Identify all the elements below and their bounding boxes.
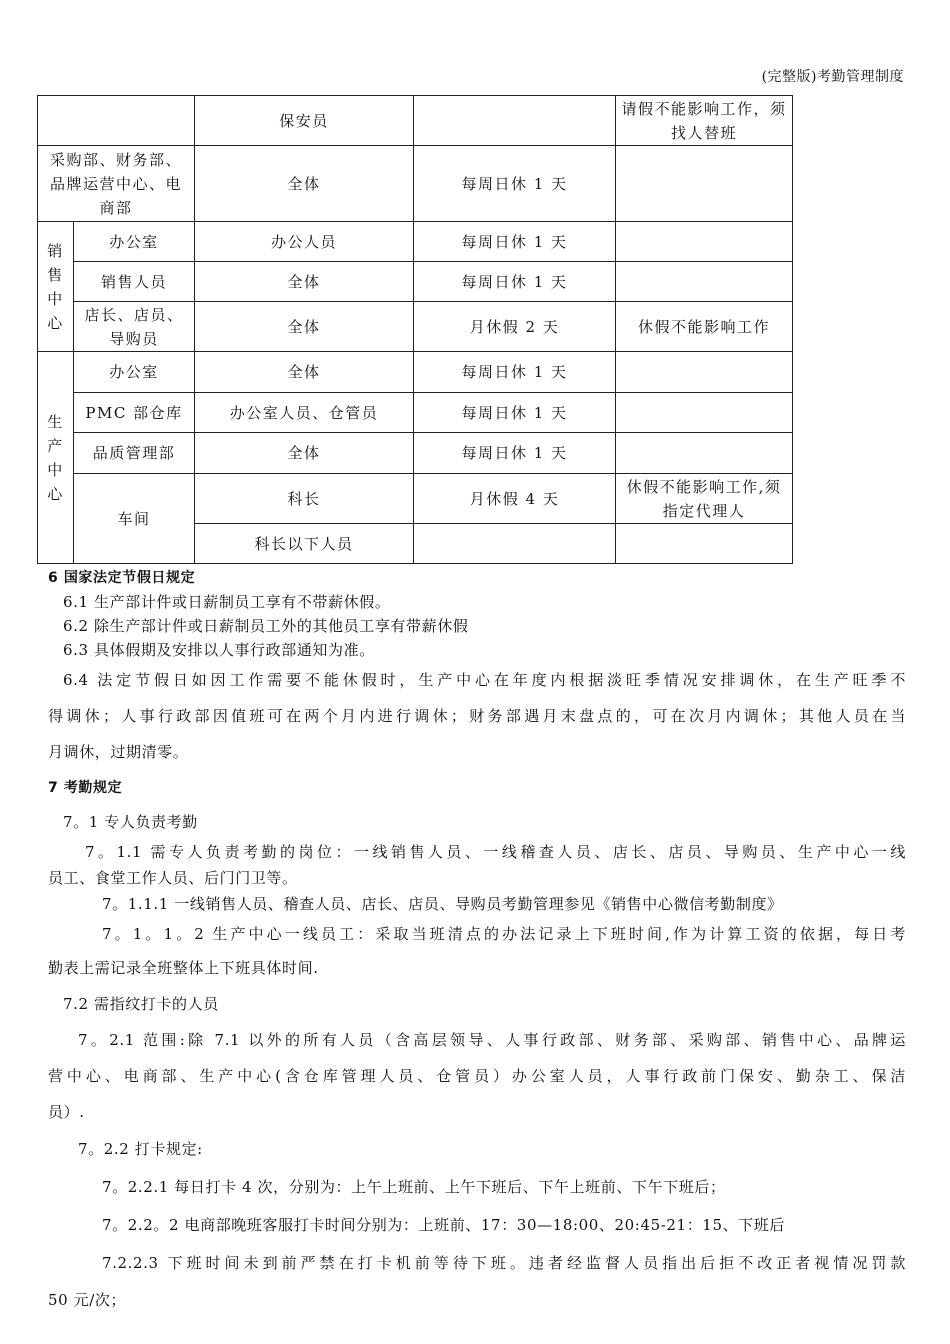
paragraph: 7。1。1。2 生产中心一线员工：采取当班清点的办法记录上下班时间,作为计算工资的依据，每日考 (102, 925, 906, 943)
table-cell (616, 222, 793, 262)
table-cell: 月休假 4 天 (414, 474, 616, 524)
sales-center-label (42, 239, 69, 335)
table-cell: 每周日休 1 天 (414, 222, 616, 262)
table-cell: 请假不能影响工作，须找人替班 (616, 96, 793, 146)
table-cell: 月休假 2 天 (414, 302, 616, 352)
table-cell (616, 433, 793, 474)
leave-schedule-table (37, 95, 793, 564)
section-heading: 6 国家法定节假日规定 (48, 570, 196, 586)
paragraph: 7。1.1 需专人负责考勤的岗位：一线销售人员、一线稽查人员、店长、店员、导购员、生产中心一线 (85, 843, 906, 861)
table-cell: 办公室人员、仓管员 (195, 393, 414, 433)
table-cell (414, 96, 616, 146)
vertical-label-char: 生 (47, 412, 64, 431)
table-cell: 品质管理部 (74, 433, 195, 474)
table-row (38, 262, 793, 302)
table-row (38, 433, 793, 474)
vertical-label-char: 售 (47, 265, 64, 284)
paragraph: 6.2 除生产部计件或日薪制员工外的其他员工享有带薪休假 (63, 617, 469, 635)
table-cell: 车间 (74, 474, 195, 564)
table-cell: 每周日休 1 天 (414, 433, 616, 474)
table-cell: 休假不能影响工作,须指定代理人 (616, 474, 793, 524)
paragraph: 50 元/次； (48, 1291, 127, 1309)
table-cell: 店长、店员、导购员 (74, 302, 195, 352)
table-cell: 全体 (195, 352, 414, 393)
vertical-label-char: 心 (47, 484, 64, 503)
vertical-label-char: 销 (47, 241, 64, 260)
table-cell: 全体 (195, 433, 414, 474)
table-row (38, 352, 793, 393)
table-cell: 全体 (195, 302, 414, 352)
table-row (38, 393, 793, 433)
table-cell: 采购部、财务部、品牌运营中心、电商部 (38, 146, 195, 222)
paragraph: 员工、食堂工作人员、后门门卫等。 (48, 869, 298, 887)
paragraph: 6.3 具体假期及安排以人事行政部通知为准。 (63, 641, 375, 659)
paragraph: 勤表上需记录全班整体上下班具体时间. (48, 959, 319, 977)
paragraph: 7。1.1.1 一线销售人员、稽查人员、店长、店员、导购员考勤管理参见《销售中心微信考勤制度》 (102, 895, 783, 913)
paragraph: 得调休；人事行政部因值班可在两个月内进行调休；财务部遇月末盘点的，可在次月内调休；其他人员在当 (48, 707, 906, 725)
table-row (38, 96, 793, 146)
paragraph: 营中心、电商部、生产中心(含仓库管理人员、仓管员）办公室人员，人事行政前门保安、勤杂工、保洁 (48, 1067, 906, 1085)
vertical-label-char: 中 (47, 289, 64, 308)
paragraph: 7。2.1 范围:除 7.1 以外的所有人员（含高层领导、人事行政部、财务部、采购部、销售中心、品牌运 (78, 1031, 906, 1049)
document-body (48, 566, 906, 1318)
table-cell (616, 146, 793, 222)
sales-center-cell (38, 222, 74, 352)
paragraph: 员）. (48, 1103, 85, 1121)
table-cell: 销售人员 (74, 262, 195, 302)
paragraph: 7.2.2.3 下班时间未到前严禁在打卡机前等待下班。违者经监督人员指出后拒不改正者视情况罚款 (102, 1254, 906, 1272)
table-cell: 保安员 (195, 96, 414, 146)
table-cell (414, 524, 616, 564)
production-center-cell (38, 352, 74, 564)
table-cell: 每周日休 1 天 (414, 393, 616, 433)
table-cell: 每周日休 1 天 (414, 146, 616, 222)
vertical-label-char: 产 (47, 436, 64, 455)
paragraph: 7。2.2。2 电商部晚班客服打卡时间分别为：上班前、17：30—18:00、20:45-21：15、下班后 (102, 1216, 785, 1234)
table-cell: 办公室 (74, 222, 195, 262)
paragraph: 7。2.2.1 每日打卡 4 次，分别为：上午上班前、上午下班后、下午上班前、下午下班后； (102, 1178, 726, 1196)
table-cell (616, 524, 793, 564)
paragraph: 月调休，过期清零。 (48, 743, 189, 761)
paragraph: 7。2.2 打卡规定: (78, 1140, 203, 1158)
table-cell: 每周日休 1 天 (414, 262, 616, 302)
table-cell: 休假不能影响工作 (616, 302, 793, 352)
table-cell (38, 96, 195, 146)
table-cell: 科长 (195, 474, 414, 524)
table-cell: 办公室 (74, 352, 195, 393)
table-row (38, 474, 793, 524)
table-cell (616, 262, 793, 302)
table-cell (616, 393, 793, 433)
section-heading: 7 考勤规定 (48, 780, 123, 796)
table-cell: 科长以下人员 (195, 524, 414, 564)
table-cell: 全体 (195, 262, 414, 302)
paragraph: 6.1 生产部计件或日薪制员工享有不带薪休假。 (63, 593, 391, 611)
table-cell: PMC 部仓库 (74, 393, 195, 433)
table-cell: 办公人员 (195, 222, 414, 262)
table-cell: 每周日休 1 天 (414, 352, 616, 393)
paragraph: 6.4 法定节假日如因工作需要不能休假时，生产中心在年度内根据淡旺季情况安排调休，在生产旺季不 (63, 671, 906, 689)
table-cell (616, 352, 793, 393)
paragraph: 7.2 需指纹打卡的人员 (63, 995, 219, 1013)
vertical-label-char: 中 (47, 460, 64, 479)
table-row (38, 222, 793, 262)
production-center-label (42, 410, 69, 506)
page-header: (完整版)考勤管理制度 (761, 69, 904, 85)
vertical-label-char: 心 (47, 313, 64, 332)
table-cell: 全体 (195, 146, 414, 222)
paragraph: 7。1 专人负责考勤 (63, 813, 198, 831)
table-row (38, 302, 793, 352)
table-row (38, 146, 793, 222)
